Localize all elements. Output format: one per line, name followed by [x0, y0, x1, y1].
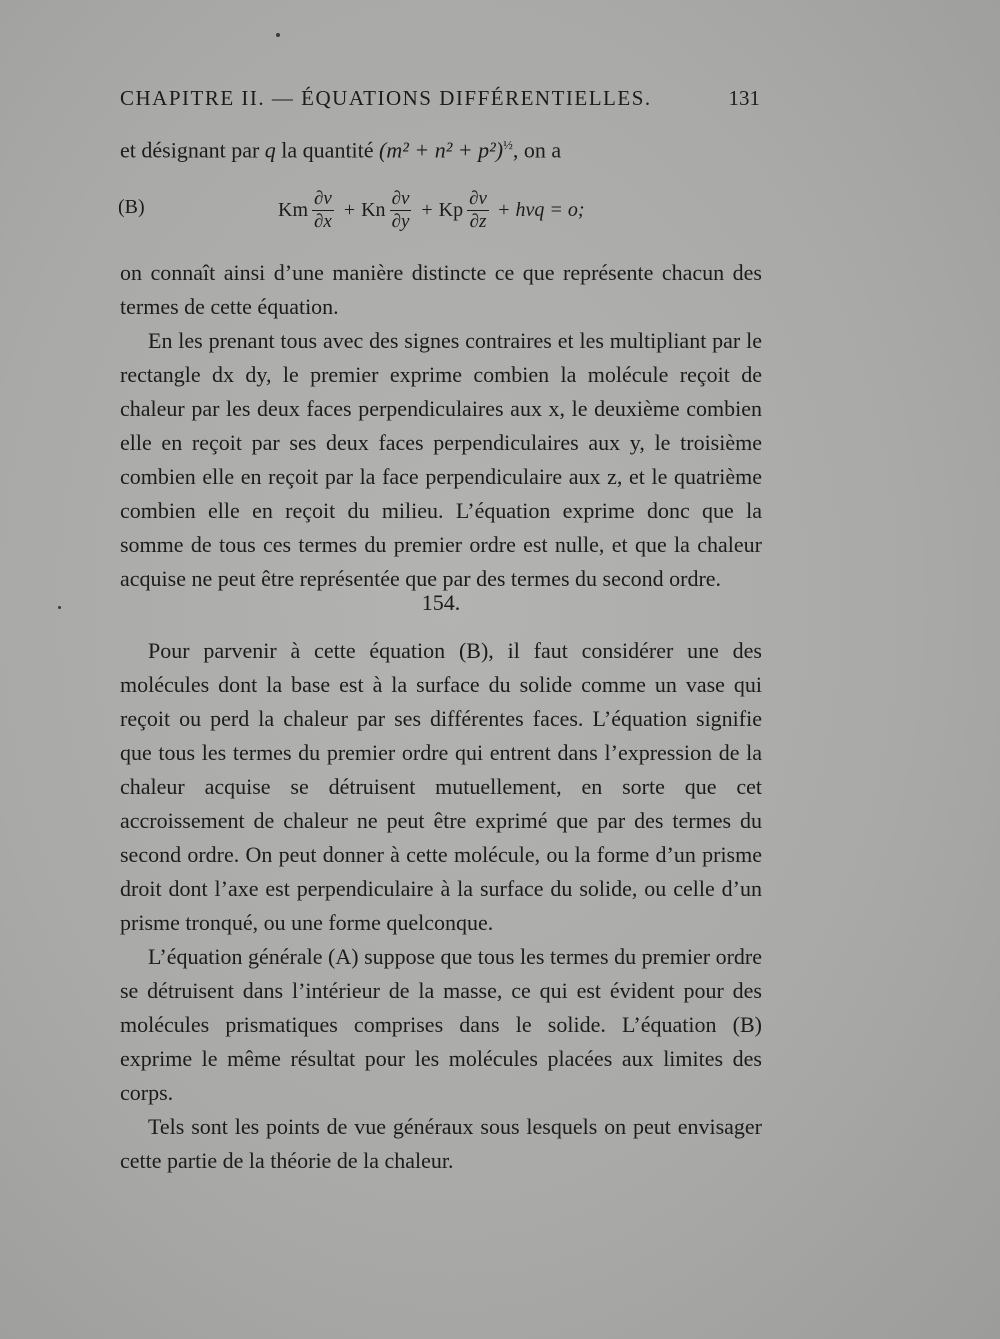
intro-mid: la quantité	[281, 137, 374, 163]
fraction-dv-dx	[312, 188, 334, 233]
var-q: q	[264, 137, 276, 163]
intro-post: , on a	[512, 137, 562, 163]
section-heading	[120, 586, 762, 620]
paragraph: L’équation générale (A) suppose que tous les termes du premier ordre se détruisent dans l’intérieur de la masse, ce qui est évident pour des molécules prismatiques comprises dans le solide. L’équation (B) exprime le même résultat pour les molécules placées aux limites des corps.	[120, 944, 762, 1105]
equation-label: (B)	[118, 196, 145, 218]
paragraph: En les prenant tous avec des signes contraires et les multipliant par le rectangle dx dy, le premier exprime combien la molécule reçoit de chaleur par les deux faces perpendiculaires aux x, le deuxième combien elle en reçoit par ses deux faces perpendiculaires aux y, le troisième combien elle en reçoit par la face perpendiculaire aux z, et le quatrième combien elle en reçoit du milieu. L’équation exprime donc que la somme de tous ces termes du premier ordre est nulle, et que la chaleur acquise ne peut être représentée que par des termes du second ordre.	[120, 328, 762, 591]
term3-coef: Kp	[438, 198, 464, 221]
fraction-numerator: ∂v	[469, 187, 487, 209]
equation-tail: + hvq = o;	[496, 198, 585, 221]
running-header	[120, 86, 760, 111]
body-text-1	[120, 256, 762, 596]
intro-pre: et désignant par	[120, 137, 260, 163]
equation-b	[118, 180, 768, 240]
term1-coef: Km	[278, 198, 308, 221]
fraction-numerator: ∂v	[391, 187, 410, 209]
equation-body	[278, 180, 584, 240]
chapter-title: CHAPITRE II. — ÉQUATIONS DIFFÉRENTIELLES.	[120, 86, 652, 110]
paragraph: Tels sont les points de vue généraux sous lesquels on peut envisager cette partie de la théorie de la chaleur.	[120, 1114, 762, 1173]
ink-speck	[58, 606, 61, 609]
intro-expr: (m² + n² + p²)	[379, 137, 504, 163]
section-number: 154.	[421, 590, 461, 615]
fraction-denominator: ∂x	[314, 210, 332, 232]
fraction-numerator: ∂v	[314, 187, 332, 209]
intro-exponent: ½	[503, 137, 513, 152]
paragraph: on connaît ainsi d’une manière distincte ce que représente chacun des termes de cette équation.	[120, 260, 762, 319]
fraction-denominator: ∂z	[469, 210, 487, 232]
term2-coef: Kn	[361, 198, 386, 221]
fraction-dv-dz	[467, 188, 489, 233]
paragraph: Pour parvenir à cette équation (B), il faut considérer une des molécules dont la base est à la surface du solide comme un vase qui reçoit ou perd la chaleur par ses différentes faces. L’équation signifie que tous les termes du premier ordre qui entrent dans l’expression de la chaleur acquise se détruisent mutuellement, en sorte que cet accroissement de chaleur ne peut être exprimé que par des termes du second ordre. On peut donner à cette molécule, ou la forme d’un prisme droit dont l’axe est perpendiculaire à la surface du solide, ou celle d’un prisme tronqué, ou une forme quelconque.	[120, 638, 762, 935]
fraction-dv-dy	[390, 188, 412, 233]
plus-sign: +	[343, 198, 356, 221]
body-text-2	[120, 634, 762, 1178]
page-number: 131	[728, 86, 760, 110]
ink-speck	[276, 33, 280, 37]
intro-line	[120, 128, 762, 167]
fraction-denominator: ∂y	[391, 210, 410, 232]
plus-sign: +	[421, 198, 433, 221]
